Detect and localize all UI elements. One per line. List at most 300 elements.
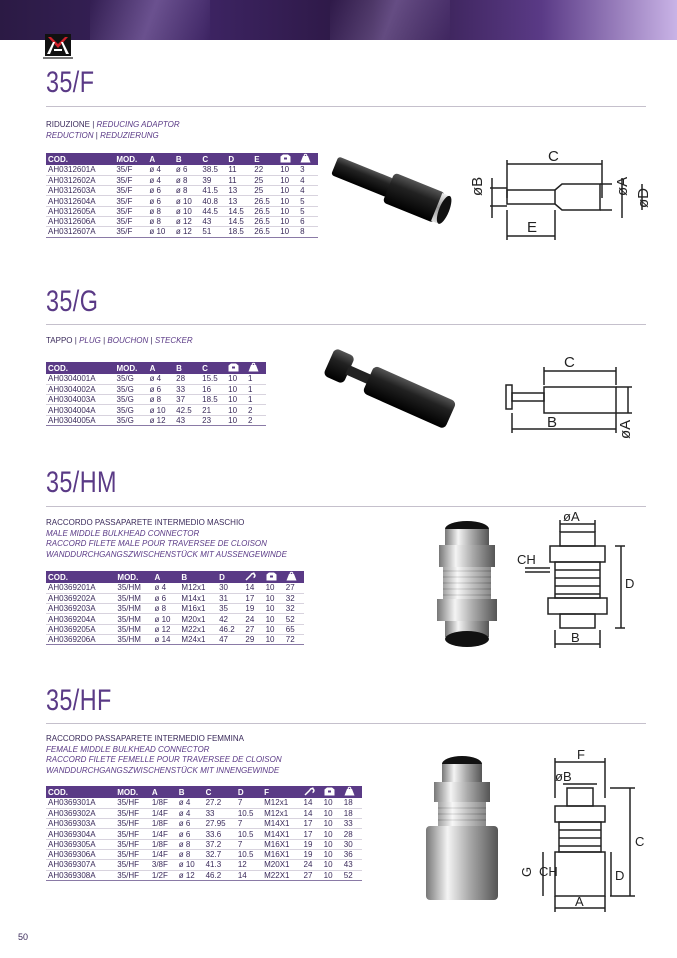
table-cell: 1/8F: [150, 819, 177, 829]
table-cell: 35/HF: [115, 829, 150, 839]
table-cell: 1/8F: [150, 839, 177, 849]
drawing-label: C: [548, 148, 559, 165]
box-icon: [278, 153, 298, 165]
desc-it: RACCORDO PASSAPARETE INTERMEDIO MASCHIO: [46, 518, 245, 527]
table-cell: 1: [246, 395, 266, 405]
table-cell: 33: [204, 808, 236, 818]
table-cell: AH0312602A: [46, 175, 114, 185]
column-header: C: [204, 786, 236, 798]
table-cell: 10.5: [236, 808, 262, 818]
table-cell: ø 8: [174, 186, 201, 196]
table-cell: 10: [264, 634, 284, 644]
drawing-label: B: [547, 414, 558, 431]
table-row: [46, 175, 318, 185]
table-cell: 35/F: [114, 206, 147, 216]
table-cell: ø 4: [152, 583, 179, 593]
desc-de: STECKER: [154, 336, 193, 345]
table-cell: ø 8: [148, 395, 175, 405]
table-header-row: [46, 362, 266, 374]
table-cell: 24: [302, 860, 322, 870]
desc-en: PLUG: [79, 336, 101, 345]
table-cell: ø 10: [177, 860, 204, 870]
table-cell: 35/HM: [115, 624, 152, 634]
table-cell: 35/F: [114, 196, 147, 206]
spec-table: [46, 571, 304, 645]
table-cell: 26.5: [252, 216, 278, 226]
table-cell: AH0312601A: [46, 165, 114, 175]
table-cell: 35/HF: [115, 819, 150, 829]
table-cell: 17: [243, 593, 263, 603]
table-cell: 32: [284, 593, 304, 603]
drawing-label: CH: [517, 552, 536, 567]
weight-icon: [284, 571, 304, 583]
section-title: 35/F: [46, 66, 95, 99]
table-cell: 28: [174, 374, 200, 384]
box-icon: [322, 786, 342, 798]
table-cell: 35/F: [114, 186, 147, 196]
drawing-label: øB: [555, 769, 572, 784]
table-cell: 10: [322, 808, 342, 818]
table-cell: 4: [298, 186, 318, 196]
table-cell: 10.5: [236, 829, 262, 839]
spec-table: [46, 153, 318, 238]
drawing-label: øA: [563, 509, 580, 524]
table-row: [46, 405, 266, 415]
desc-it: RACCORDO PASSAPARETE INTERMEDIO FEMMINA: [46, 734, 244, 743]
column-header: MOD.: [114, 153, 147, 165]
desc-it: RIDUZIONE: [46, 120, 90, 129]
table-row: [46, 384, 266, 394]
drawing-label: C: [564, 354, 575, 371]
table-cell: 10: [322, 860, 342, 870]
table-cell: 22: [252, 165, 278, 175]
table-cell: 13: [226, 186, 252, 196]
table-cell: 8: [298, 227, 318, 237]
table-cell: 35/HF: [115, 798, 150, 808]
table-cell: 47: [217, 634, 243, 644]
drawing-label: F: [577, 747, 585, 762]
wrench-icon: [243, 571, 263, 583]
table-cell: 11: [226, 165, 252, 175]
product-photo-plug: [318, 345, 468, 435]
table-cell: ø 14: [152, 634, 179, 644]
table-cell: 27.2: [204, 798, 236, 808]
drawing-label: øB: [469, 176, 486, 196]
table-cell: ø 8: [174, 175, 201, 185]
table-cell: AH0369205A: [46, 624, 115, 634]
table-row: [46, 860, 362, 870]
table-cell: ø 6: [177, 829, 204, 839]
drawing-label: A: [575, 894, 584, 909]
column-header: C: [200, 153, 226, 165]
table-cell: 42: [217, 614, 243, 624]
table-cell: 10: [226, 374, 246, 384]
table-row: [46, 839, 362, 849]
table-cell: M16X1: [262, 839, 301, 849]
table-cell: 35/HM: [115, 614, 152, 624]
table-cell: 10: [278, 216, 298, 226]
desc-de: REDUZIERUNG: [100, 130, 159, 140]
box-icon: [226, 362, 246, 374]
table-cell: 14: [236, 870, 262, 880]
technical-drawing-35f: [469, 148, 662, 243]
table-cell: M14x1: [179, 593, 217, 603]
table-cell: 14: [243, 583, 263, 593]
table-cell: ø 8: [152, 604, 179, 614]
spec-table: [46, 786, 362, 881]
table-cell: AH0369202A: [46, 593, 115, 603]
table-cell: 46.2: [204, 870, 236, 880]
table-cell: AH0369204A: [46, 614, 115, 624]
table-row: [46, 165, 318, 175]
table-cell: M16X1: [262, 849, 301, 859]
table-cell: 1/4F: [150, 808, 177, 818]
table-cell: 14.5: [226, 216, 252, 226]
table-row: [46, 624, 304, 634]
table-row: [46, 206, 318, 216]
table-cell: 1/2F: [150, 870, 177, 880]
section-divider: [46, 723, 646, 724]
table-cell: 35/F: [114, 175, 147, 185]
table-row: [46, 870, 362, 880]
table-cell: 10: [322, 849, 342, 859]
table-cell: 10: [264, 604, 284, 614]
table-cell: ø 12: [174, 216, 201, 226]
table-cell: 26.5: [252, 196, 278, 206]
column-header: MOD.: [115, 362, 148, 374]
drawing-label: CH: [539, 864, 558, 879]
table-cell: 33: [342, 819, 362, 829]
desc-en: MALE MIDDLE BULKHEAD CONNECTOR: [46, 528, 200, 538]
table-cell: ø 4: [148, 374, 175, 384]
table-cell: 7: [236, 819, 262, 829]
table-row: [46, 227, 318, 237]
table-cell: 10: [322, 798, 342, 808]
table-cell: 10: [322, 870, 342, 880]
table-cell: 10: [264, 593, 284, 603]
table-cell: 18.5: [226, 227, 252, 237]
desc-fr: RACCORD FILETE MALE POUR TRAVERSEE DE CLOISON: [46, 539, 267, 548]
table-row: [46, 634, 304, 644]
table-cell: 1: [246, 384, 266, 394]
table-row: [46, 374, 266, 384]
section-divider: [46, 506, 646, 507]
table-cell: AH0369307A: [46, 860, 115, 870]
section-title: 35/G: [46, 285, 99, 318]
product-photo-reducing-adaptor: [320, 150, 470, 230]
table-row: [46, 849, 362, 859]
table-cell: ø 8: [177, 849, 204, 859]
drawing-label: C: [635, 834, 645, 849]
table-cell: M12x1: [262, 808, 301, 818]
table-cell: 27: [302, 870, 322, 880]
drawing-label: E: [527, 219, 538, 236]
table-cell: 10: [278, 227, 298, 237]
table-cell: 2: [246, 415, 266, 425]
table-cell: M12x1: [262, 798, 301, 808]
table-row: [46, 593, 304, 603]
table-cell: 32.7: [204, 849, 236, 859]
table-cell: 52: [284, 614, 304, 624]
table-cell: 36: [342, 849, 362, 859]
table-cell: 1: [246, 374, 266, 384]
desc-de: WANDDURCHGANGSZWISCHENSTÜCK MIT AUSSENGEWINDE: [46, 549, 287, 559]
column-header: MOD.: [115, 571, 152, 583]
table-cell: 30: [342, 839, 362, 849]
table-header-row: [46, 153, 318, 165]
table-row: [46, 808, 362, 818]
table-cell: 35/HF: [115, 839, 150, 849]
spec-table: [46, 362, 266, 426]
section-divider: [46, 324, 646, 325]
table-cell: 6: [298, 216, 318, 226]
table-cell: 10: [278, 186, 298, 196]
table-cell: 35/HF: [115, 870, 150, 880]
table-cell: ø 4: [177, 808, 204, 818]
table-cell: 10: [278, 175, 298, 185]
table-cell: ø 12: [177, 870, 204, 880]
table-cell: 31: [217, 593, 243, 603]
table-cell: 15.5: [200, 374, 226, 384]
table-cell: 35/HM: [115, 604, 152, 614]
desc-en: REDUCING ADAPTOR: [96, 120, 180, 129]
table-cell: 10: [322, 819, 342, 829]
column-header: B: [174, 362, 200, 374]
table-cell: ø 12: [174, 227, 201, 237]
table-cell: 26.5: [252, 227, 278, 237]
table-cell: ø 8: [147, 206, 174, 216]
banner-streak: [90, 0, 210, 40]
table-cell: M20X1: [262, 860, 301, 870]
table-cell: 5: [298, 206, 318, 216]
weight-icon: [298, 153, 318, 165]
column-header: A: [148, 362, 175, 374]
table-row: [46, 196, 318, 206]
column-header: COD.: [46, 153, 114, 165]
table-cell: ø 6: [177, 819, 204, 829]
table-cell: ø 6: [148, 384, 175, 394]
section-title: 35/HF: [46, 684, 112, 717]
table-cell: AH0369201A: [46, 583, 115, 593]
table-cell: M12x1: [179, 583, 217, 593]
table-cell: 10: [226, 395, 246, 405]
table-cell: AH0304002A: [46, 384, 115, 394]
table-cell: 40.8: [200, 196, 226, 206]
table-cell: 4: [298, 175, 318, 185]
section-title: 35/HM: [46, 466, 117, 499]
table-cell: 23: [200, 415, 226, 425]
table-cell: ø 8: [177, 839, 204, 849]
column-header: C: [200, 362, 226, 374]
table-cell: 19: [302, 839, 322, 849]
table-cell: 26.5: [252, 206, 278, 216]
table-row: [46, 829, 362, 839]
table-cell: 35/G: [115, 374, 148, 384]
weight-icon: [342, 786, 362, 798]
drawing-label: G: [519, 866, 534, 877]
table-cell: AH0369206A: [46, 634, 115, 644]
table-cell: AH0369308A: [46, 870, 115, 880]
table-cell: 35/F: [114, 227, 147, 237]
column-header: MOD.: [115, 786, 150, 798]
table-cell: 10: [278, 196, 298, 206]
table-cell: 24: [243, 614, 263, 624]
table-cell: 11: [226, 175, 252, 185]
wrench-icon: [302, 786, 322, 798]
table-cell: ø 4: [147, 165, 174, 175]
table-cell: ø 10: [174, 196, 201, 206]
table-cell: 35/HM: [115, 634, 152, 644]
column-header: D: [226, 153, 252, 165]
table-cell: ø 6: [147, 196, 174, 206]
table-cell: 18: [342, 808, 362, 818]
table-cell: 19: [243, 604, 263, 614]
drawing-label: B: [571, 630, 580, 645]
table-cell: M22x1: [179, 624, 217, 634]
column-header: A: [147, 153, 174, 165]
table-cell: ø 10: [152, 614, 179, 624]
table-cell: 25: [252, 175, 278, 185]
desc-it: TAPPO: [46, 336, 73, 345]
table-cell: 27: [243, 624, 263, 634]
table-cell: AH0312607A: [46, 227, 114, 237]
column-header: F: [262, 786, 301, 798]
table-cell: AH0369304A: [46, 829, 115, 839]
table-cell: ø 6: [152, 593, 179, 603]
table-cell: 12: [236, 860, 262, 870]
column-header: A: [152, 571, 179, 583]
table-cell: 10: [322, 839, 342, 849]
table-cell: 41.5: [200, 186, 226, 196]
table-cell: ø 4: [177, 798, 204, 808]
table-cell: M14X1: [262, 819, 301, 829]
table-cell: 1/8F: [150, 798, 177, 808]
table-cell: 51: [200, 227, 226, 237]
table-cell: AH0312604A: [46, 196, 114, 206]
desc-fr: REDUCTION: [46, 130, 94, 140]
table-cell: 37.2: [204, 839, 236, 849]
column-header: D: [217, 571, 243, 583]
table-cell: 27: [284, 583, 304, 593]
drawing-label: øD: [635, 188, 652, 208]
table-cell: 29: [243, 634, 263, 644]
table-cell: 17: [302, 829, 322, 839]
column-header: A: [150, 786, 177, 798]
table-cell: 33.6: [204, 829, 236, 839]
table-cell: 35/G: [115, 405, 148, 415]
table-cell: AH0304004A: [46, 405, 115, 415]
table-cell: 38.5: [200, 165, 226, 175]
technical-drawing-35hm: [515, 509, 645, 652]
table-cell: 19: [302, 849, 322, 859]
table-cell: 35/F: [114, 165, 147, 175]
column-header: D: [236, 786, 262, 798]
table-cell: AH0369305A: [46, 839, 115, 849]
table-cell: 65: [284, 624, 304, 634]
table-cell: AH0304005A: [46, 415, 115, 425]
table-cell: 35/G: [115, 395, 148, 405]
table-cell: 35/HF: [115, 808, 150, 818]
table-cell: ø 6: [174, 165, 201, 175]
table-cell: 10: [322, 829, 342, 839]
table-cell: 33: [174, 384, 200, 394]
section-description: [46, 734, 282, 776]
table-cell: 16: [200, 384, 226, 394]
brand-logo-tagline: [43, 57, 73, 59]
page-number: 50: [18, 932, 29, 942]
table-cell: 18: [342, 798, 362, 808]
table-cell: 10: [278, 165, 298, 175]
table-cell: 10: [264, 583, 284, 593]
table-cell: 35: [217, 604, 243, 614]
section-description: TAPPO | PLUG | BOUCHON | STECKER: [46, 336, 193, 345]
table-cell: 10: [226, 384, 246, 394]
column-header: COD.: [46, 362, 115, 374]
table-cell: 46.2: [217, 624, 243, 634]
table-cell: ø 6: [147, 186, 174, 196]
table-cell: 27.95: [204, 819, 236, 829]
table-cell: 18.5: [200, 395, 226, 405]
table-cell: 42.5: [174, 405, 200, 415]
table-cell: 3: [298, 165, 318, 175]
table-cell: 14: [302, 798, 322, 808]
technical-drawing-35g: [492, 345, 642, 440]
column-header: B: [177, 786, 204, 798]
table-cell: 28: [342, 829, 362, 839]
column-header: E: [252, 153, 278, 165]
table-cell: 41.3: [204, 860, 236, 870]
table-cell: AH0312603A: [46, 186, 114, 196]
table-cell: 72: [284, 634, 304, 644]
weight-icon: [246, 362, 266, 374]
table-cell: 43: [342, 860, 362, 870]
table-cell: 35/F: [114, 216, 147, 226]
section-description: [46, 518, 287, 560]
table-cell: 35/HF: [115, 860, 150, 870]
column-header: COD.: [46, 571, 115, 583]
table-cell: 44.5: [200, 206, 226, 216]
table-row: [46, 604, 304, 614]
column-header: B: [174, 153, 201, 165]
table-cell: 21: [200, 405, 226, 415]
desc-de: WANDDURCHGANGSZWISCHENSTÜCK MIT INNENGEWINDE: [46, 765, 280, 775]
product-photo-female-bulkhead: [412, 748, 512, 908]
column-header: B: [179, 571, 217, 583]
table-cell: AH0369306A: [46, 849, 115, 859]
drawing-label: øA: [617, 419, 634, 439]
table-cell: 35/G: [115, 415, 148, 425]
table-cell: 5: [298, 196, 318, 206]
table-cell: 43: [200, 216, 226, 226]
table-cell: 35/G: [115, 384, 148, 394]
table-row: [46, 798, 362, 808]
table-cell: AH0304001A: [46, 374, 115, 384]
table-row: [46, 395, 266, 405]
table-cell: 10: [226, 405, 246, 415]
table-cell: 10: [278, 206, 298, 216]
table-cell: 13: [226, 196, 252, 206]
table-row: [46, 415, 266, 425]
product-photo-male-bulkhead: [425, 515, 510, 655]
table-cell: ø 10: [147, 227, 174, 237]
table-cell: 7: [236, 798, 262, 808]
desc-fr: BOUCHON: [107, 336, 149, 345]
desc-en: FEMALE MIDDLE BULKHEAD CONNECTOR: [46, 744, 210, 754]
table-cell: 2: [246, 405, 266, 415]
table-cell: M20x1: [179, 614, 217, 624]
table-cell: 14: [302, 808, 322, 818]
table-cell: M16x1: [179, 604, 217, 614]
